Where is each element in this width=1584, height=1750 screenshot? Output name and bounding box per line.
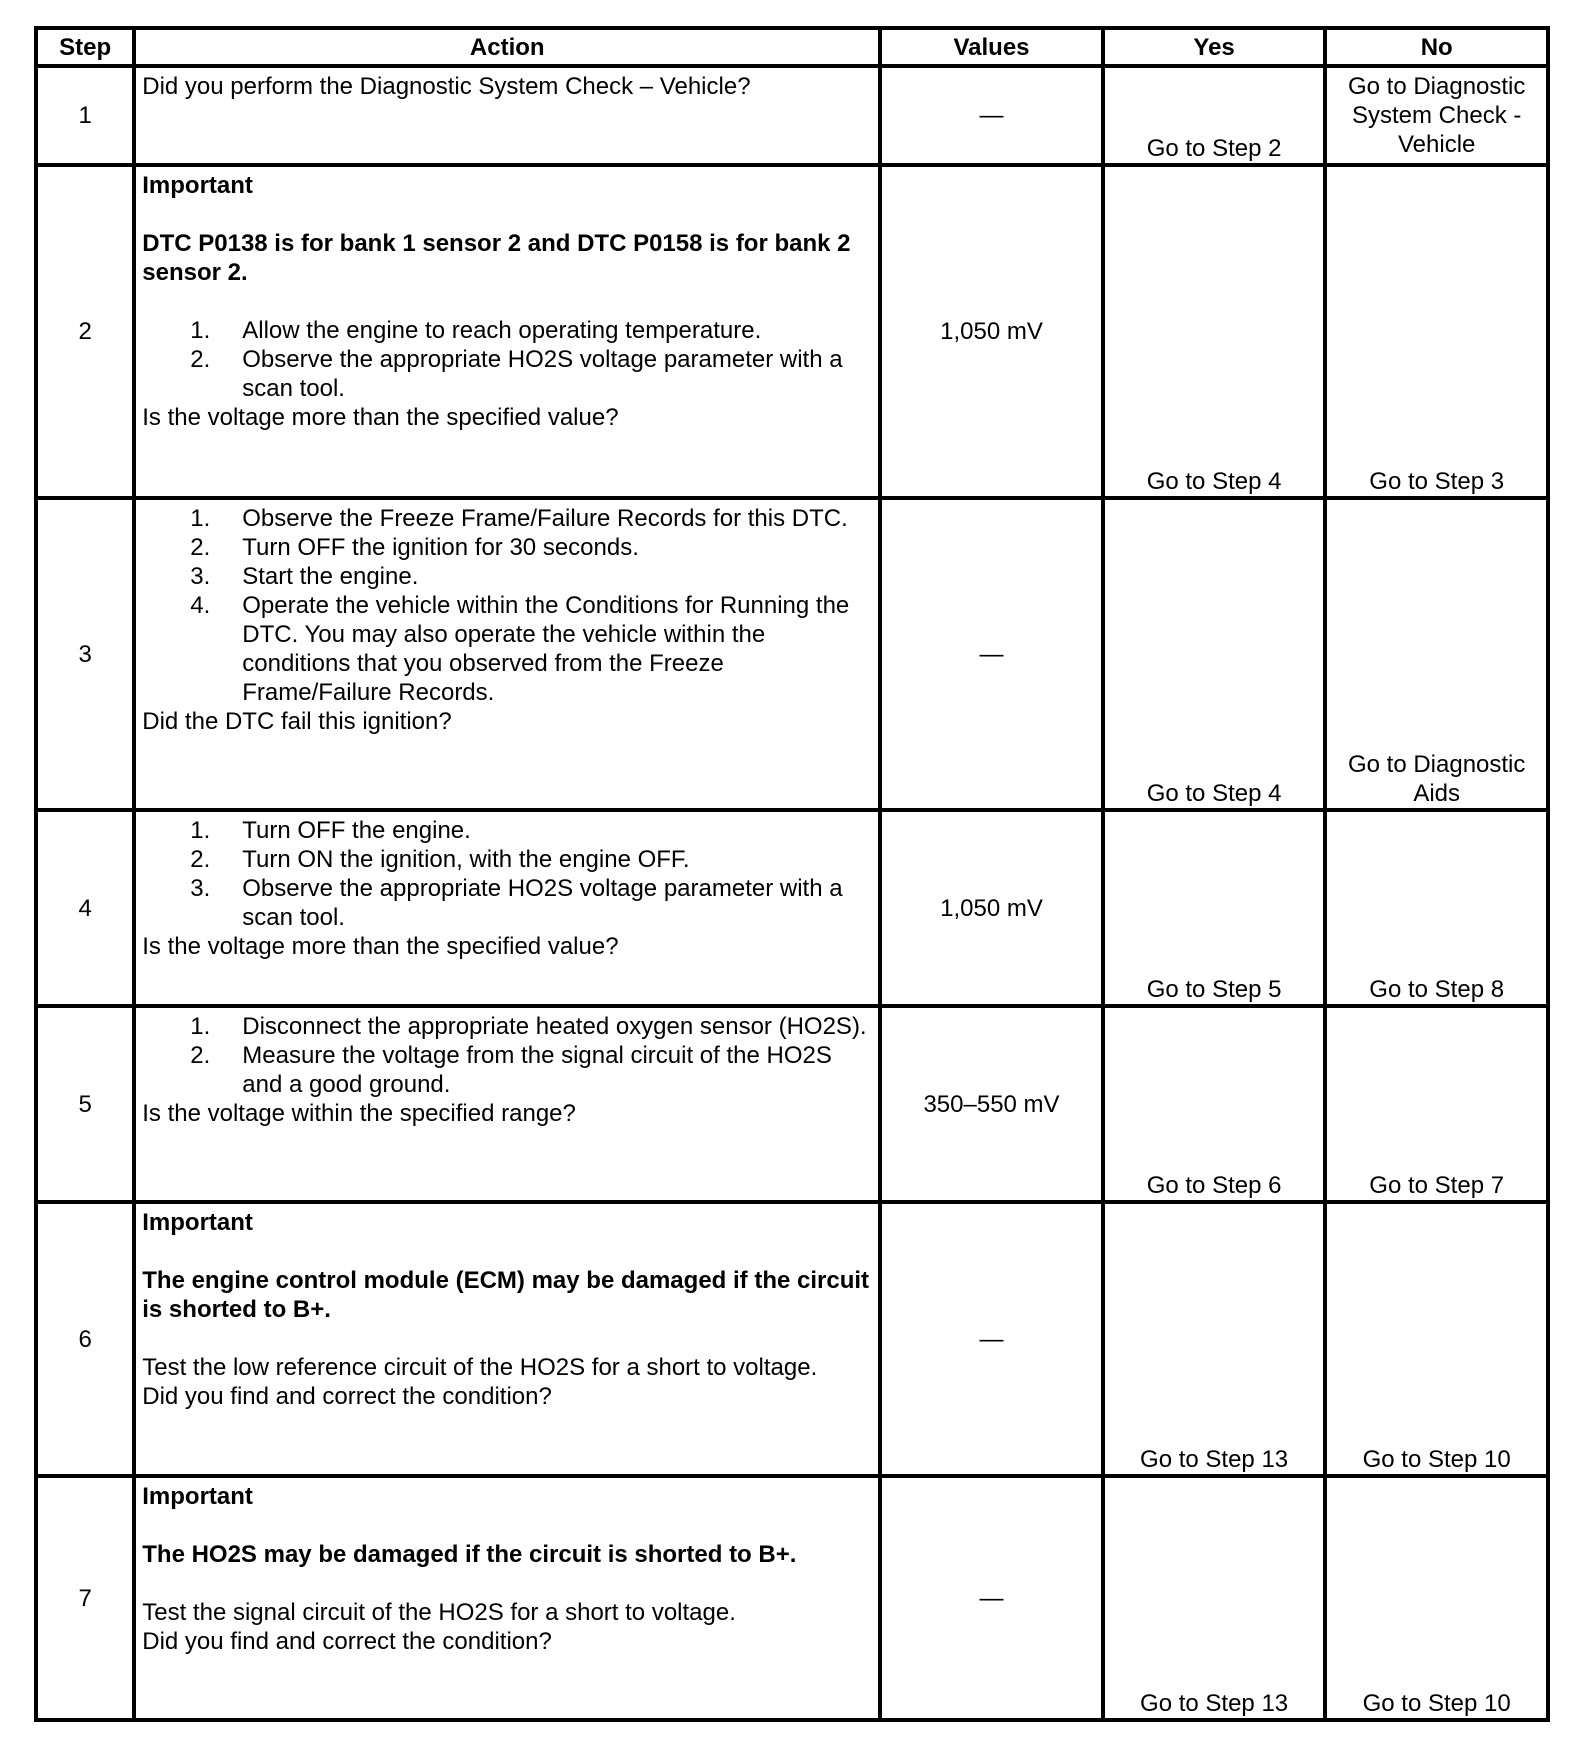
step-number: 3 xyxy=(36,498,134,810)
list-number: 1. xyxy=(190,317,211,344)
procedure-list xyxy=(142,816,872,932)
action-question: Did the DTC fail this ignition? xyxy=(142,708,452,735)
important-text: The HO2S may be damaged if the circuit is shorted to B+. xyxy=(142,1541,797,1568)
list-item xyxy=(190,874,872,932)
list-item xyxy=(190,845,872,874)
list-number: 3. xyxy=(190,563,211,590)
yes-cell: Go to Step 13 xyxy=(1103,1476,1326,1720)
step-number: 4 xyxy=(36,810,134,1006)
action-cell xyxy=(134,810,880,1006)
action-question: Did you find and correct the condition? xyxy=(142,1628,552,1655)
no-cell: Go to Step 7 xyxy=(1325,1006,1548,1202)
instruction-text: Test the signal circuit of the HO2S for a short to voltage. xyxy=(142,1599,736,1626)
no-cell: Go to Step 10 xyxy=(1325,1476,1548,1720)
procedure-list xyxy=(142,1012,872,1099)
important-label: Important xyxy=(142,172,253,199)
action-question: Is the voltage more than the specified value? xyxy=(142,933,619,960)
list-text: Measure the voltage from the signal circuit of the HO2S and a good ground. xyxy=(242,1042,832,1098)
table-row xyxy=(36,1006,1548,1202)
list-text: Turn OFF the ignition for 30 seconds. xyxy=(242,534,639,561)
action-cell xyxy=(134,1476,880,1720)
step-number: 5 xyxy=(36,1006,134,1202)
action-cell xyxy=(134,1006,880,1202)
list-text: Observe the appropriate HO2S voltage parameter with a scan tool. xyxy=(242,346,843,402)
list-text: Turn OFF the engine. xyxy=(242,817,471,844)
yes-cell: Go to Step 2 xyxy=(1103,66,1326,165)
list-number: 1. xyxy=(190,817,211,844)
table-row xyxy=(36,1476,1548,1720)
header-action: Action xyxy=(134,28,880,66)
list-text: Operate the vehicle within the Conditions for Running the DTC. You may also operate the vehicle within the conditions that you observed from the Freeze Frame/Failure Records. xyxy=(242,592,850,706)
header-row xyxy=(36,28,1548,66)
value-cell: — xyxy=(880,1202,1103,1476)
list-number: 2. xyxy=(190,534,211,561)
step-number: 1 xyxy=(36,66,134,165)
action-cell xyxy=(134,66,880,165)
no-cell: Go to Step 3 xyxy=(1325,165,1548,498)
no-cell: Go to Step 8 xyxy=(1325,810,1548,1006)
list-number: 2. xyxy=(190,846,211,873)
action-cell xyxy=(134,498,880,810)
header-no: No xyxy=(1325,28,1548,66)
list-item xyxy=(190,591,872,707)
list-item xyxy=(190,316,872,345)
table-row xyxy=(36,66,1548,165)
important-text: DTC P0138 is for bank 1 sensor 2 and DTC P0158 is for bank 2 sensor 2. xyxy=(142,230,851,286)
list-text: Turn ON the ignition, with the engine OFF. xyxy=(242,846,690,873)
list-item xyxy=(190,504,872,533)
action-question: Is the voltage within the specified range? xyxy=(142,1100,576,1127)
list-item xyxy=(190,533,872,562)
list-text: Observe the Freeze Frame/Failure Records for this DTC. xyxy=(242,505,848,532)
list-text: Allow the engine to reach operating temperature. xyxy=(242,317,762,344)
header-values: Values xyxy=(880,28,1103,66)
list-item xyxy=(190,345,872,403)
list-number: 1. xyxy=(190,1013,211,1040)
list-number: 2. xyxy=(190,346,211,373)
list-item xyxy=(190,562,872,591)
step-number: 7 xyxy=(36,1476,134,1720)
procedure-list xyxy=(142,504,872,707)
list-item xyxy=(190,1041,872,1099)
yes-cell: Go to Step 6 xyxy=(1103,1006,1326,1202)
list-item xyxy=(190,816,872,845)
value-cell: 1,050 mV xyxy=(880,165,1103,498)
procedure-list xyxy=(142,316,872,403)
yes-cell: Go to Step 4 xyxy=(1103,498,1326,810)
header-step: Step xyxy=(36,28,134,66)
list-text: Disconnect the appropriate heated oxygen sensor (HO2S). xyxy=(242,1013,867,1040)
no-cell: Go to Step 10 xyxy=(1325,1202,1548,1476)
instruction-text: Test the low reference circuit of the HO2S for a short to voltage. xyxy=(142,1354,818,1381)
list-number: 4. xyxy=(190,592,211,619)
action-cell xyxy=(134,165,880,498)
no-cell: Go to Diagnostic System Check - Vehicle xyxy=(1325,66,1548,165)
diagnostic-table xyxy=(34,26,1550,1722)
table-row xyxy=(36,1202,1548,1476)
important-label: Important xyxy=(142,1483,253,1510)
no-cell: Go to Diagnostic Aids xyxy=(1325,498,1548,810)
action-question: Did you perform the Diagnostic System Check – Vehicle? xyxy=(142,73,751,100)
value-cell: 1,050 mV xyxy=(880,810,1103,1006)
table-row xyxy=(36,810,1548,1006)
yes-cell: Go to Step 5 xyxy=(1103,810,1326,1006)
list-text: Start the engine. xyxy=(242,563,419,590)
value-cell: — xyxy=(880,1476,1103,1720)
action-question: Is the voltage more than the specified value? xyxy=(142,404,619,431)
list-item xyxy=(190,1012,872,1041)
table-row xyxy=(36,498,1548,810)
action-question: Did you find and correct the condition? xyxy=(142,1383,552,1410)
value-cell: — xyxy=(880,498,1103,810)
important-text: The engine control module (ECM) may be damaged if the circuit is shorted to B+. xyxy=(142,1267,870,1323)
value-cell: — xyxy=(880,66,1103,165)
list-text: Observe the appropriate HO2S voltage parameter with a scan tool. xyxy=(242,875,843,931)
important-label: Important xyxy=(142,1209,253,1236)
table-row xyxy=(36,165,1548,498)
yes-cell: Go to Step 4 xyxy=(1103,165,1326,498)
step-number: 6 xyxy=(36,1202,134,1476)
value-cell: 350–550 mV xyxy=(880,1006,1103,1202)
list-number: 2. xyxy=(190,1042,211,1069)
step-number: 2 xyxy=(36,165,134,498)
list-number: 3. xyxy=(190,875,211,902)
action-cell xyxy=(134,1202,880,1476)
yes-cell: Go to Step 13 xyxy=(1103,1202,1326,1476)
list-number: 1. xyxy=(190,505,211,532)
header-yes: Yes xyxy=(1103,28,1326,66)
